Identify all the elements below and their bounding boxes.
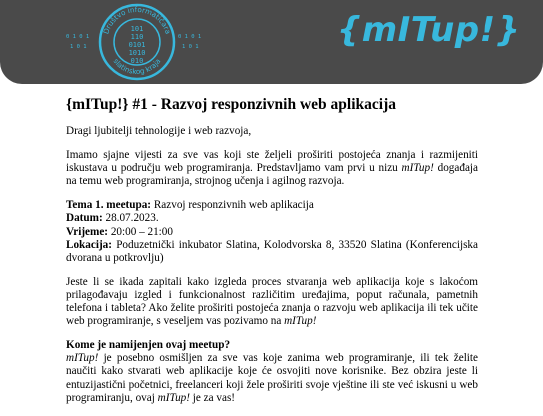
header-banner — [0, 0, 543, 84]
date-row — [66, 212, 478, 225]
topic-value: Razvoj responzivnih web aplikacija — [151, 199, 314, 212]
audience-text: je posebno osmišljen za sve vas koje zanima web programiranje, ili tek želite naučiti kako stvarati web aplikacije koje će osvojiti nove korisnike. Bez obzira jeste li entuzijastični početnici, freelanceri koji žele proširiti svoje vještine ili ste već iskusni u web programiranju, ovaj — [66, 352, 478, 404]
question-paragraph — [66, 276, 478, 328]
logo-side-binary: 1 0 1 — [70, 44, 87, 50]
date-value: 28.07.2023. — [102, 212, 159, 225]
logo-text-top: Društvo informatičara — [101, 4, 173, 36]
event-details — [66, 199, 478, 264]
topic-label: Tema 1. meetupa: — [66, 199, 152, 212]
logo-binary-row: 110 — [130, 33, 144, 41]
topic-row — [66, 199, 478, 212]
logo-side-binary: 0 1 0 1 — [66, 34, 90, 40]
audience-text-end: je za vas! — [189, 391, 236, 404]
audience-paragraph — [66, 339, 478, 404]
time-label: Vrijeme: — [66, 225, 109, 238]
time-row — [66, 226, 478, 239]
location-value: Poduzetnički inkubator Slatina, Kolodvorska 8, 33520 Slatina (Konferencijska dvorana u potkrovlju) — [66, 238, 478, 264]
logo-binary-row: 010 — [130, 57, 144, 65]
logo-side-binary: 0 1 0 1 — [178, 34, 202, 40]
question-text: Jeste li se ikada zapitali kako izgleda proces stvaranja web aplikacija koje s lakoćom prilagođavaju izgled i funkcionalnost različitim uređajima, poput računala, pametnih telefona i tableta? Ako želite proširiti postojeća znanja o razvoju web aplikacija ili tek učite web programiranje, s veseljem vas pozivamo na — [66, 275, 478, 328]
audience-heading: Kome je namijenjen ovaj meetup? — [66, 339, 231, 352]
logo-binary-row: 1010 — [128, 49, 146, 57]
logo-binary-row: 0101 — [128, 41, 146, 49]
brand-mention: mITup! — [66, 352, 99, 365]
logo-side-binary: 1 0 1 — [182, 44, 199, 50]
greeting: Dragi ljubitelji tehnologije i web razvoja, — [66, 125, 252, 137]
intro-text-end: događaja na temu web programiranja, strojnog učenja i agilnog razvoja. — [66, 162, 478, 188]
article-title: {mITup!} #1 - Razvoj responzivnih web aplikacija — [66, 96, 397, 113]
location-label: Lokacija: — [66, 238, 112, 251]
logo-text-bottom: slatinskog kraja — [111, 56, 163, 77]
time-value: 20:00 – 21:00 — [108, 225, 173, 238]
logo-binary-row: 101 — [130, 25, 144, 33]
brand-mention: mITup! — [157, 391, 190, 404]
location-row — [66, 239, 478, 265]
brand-mention: mITup! — [284, 315, 317, 328]
association-logo — [64, 2, 210, 82]
article — [66, 96, 478, 416]
date-label: Datum: — [66, 212, 103, 225]
intro-paragraph — [66, 149, 478, 188]
brand-mention: mITup! — [401, 162, 434, 175]
brand-logo: {mITup!} — [337, 10, 521, 50]
intro-text: Imamo sjajne vijesti za sve vas koji ste željeli proširiti postojeća znanja i razmijeniti iskustava u području web programiranja. Predstavljamo vam prvi u nizu — [66, 149, 478, 175]
